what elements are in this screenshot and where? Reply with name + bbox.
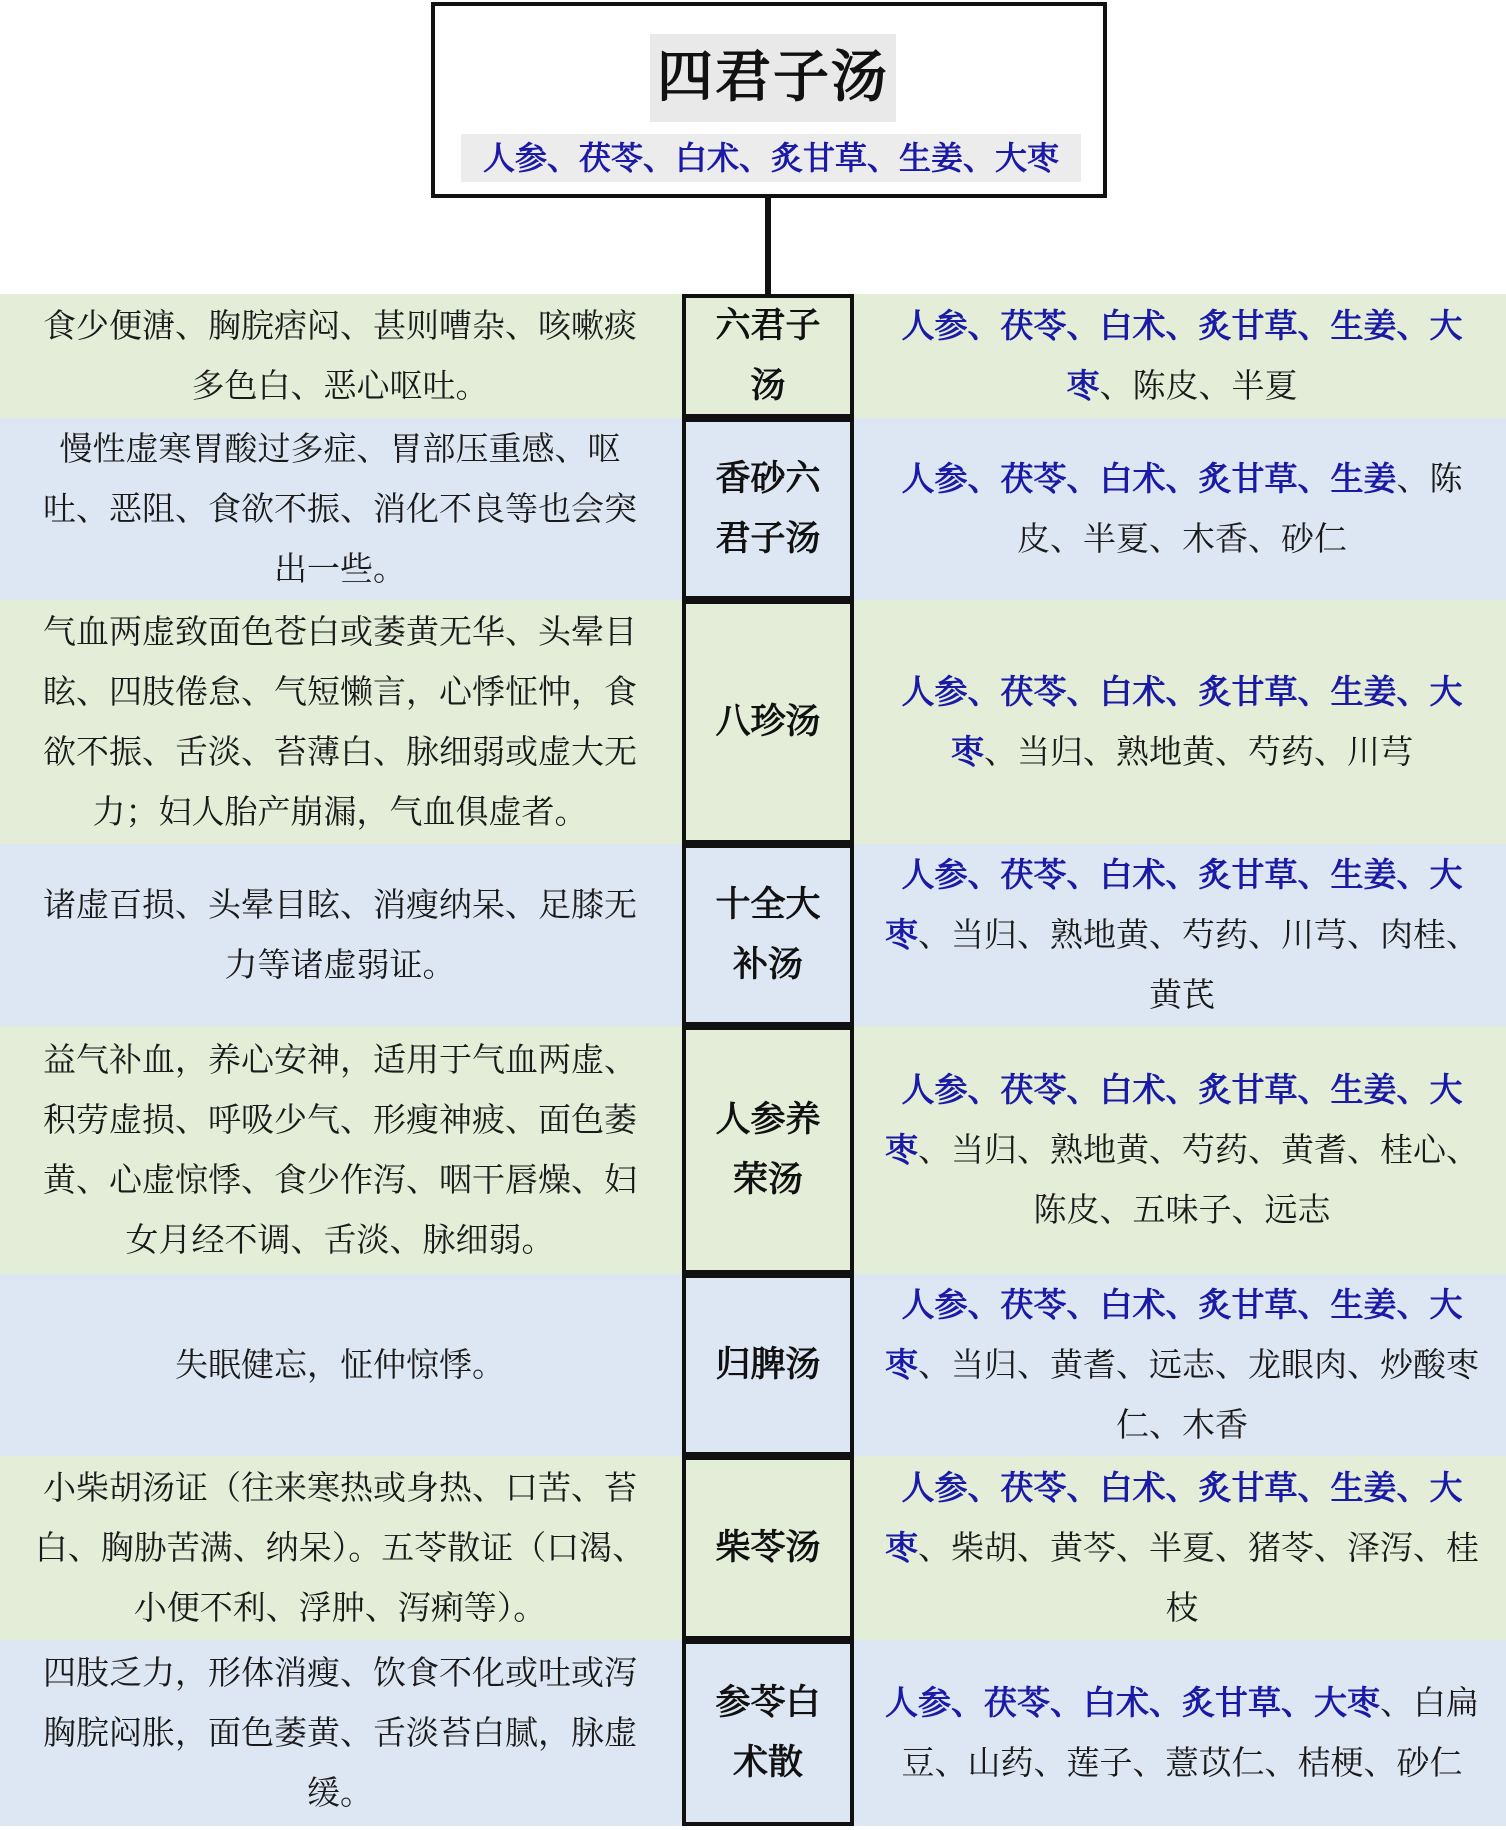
formula-name: 十全大补汤: [682, 844, 854, 1026]
formula-herbs: [858, 1026, 1506, 1274]
indication-text: 益气补血，养心安神，适用于气血两虚、积劳虚损、呼吸少气、形瘦神疲、面色萎黄、心虚惊悸、食少作泻、咽干唇燥、妇女月经不调、舌淡、脉细弱。: [43, 1040, 637, 1259]
indication-text: 气血两虚致面色苍白或萎黄无华、头晕目眩、四肢倦怠、气短懒言，心悸怔忡，食欲不振、舌淡、苔薄白、脉细弱或虚大无力；妇人胎产崩漏，气血俱虚者。: [43, 612, 637, 831]
added-herbs: 、柴胡、黄芩、半夏、猪苓、泽泻、桂枝: [918, 1528, 1479, 1627]
base-herbs: 人参、茯苓、白术、炙甘草、生姜、大枣: [885, 855, 1463, 954]
base-herbs: 人参、茯苓、白术、炙甘草、生姜: [901, 459, 1397, 498]
formula-row: [0, 600, 1506, 844]
formula-name: 人参养荣汤: [682, 1026, 854, 1274]
indication-text: 小柴胡汤证（往来寒热或身热、口苦、苔白、胸胁苦满、纳呆）。五苓散证（口渴、小便不利、浮肿、泻痢等）。: [34, 1468, 646, 1627]
formula-row: [0, 418, 1506, 600]
formula-herbs: [858, 600, 1506, 844]
formula-name: 参苓白术散: [682, 1640, 854, 1826]
base-herbs: 人参、茯苓、白术、炙甘草、生姜、大枣: [885, 1070, 1463, 1169]
formula-herbs: [858, 1640, 1506, 1826]
formula-row: [0, 1026, 1506, 1274]
formula-herbs: [858, 294, 1506, 418]
added-herbs: 、当归、熟地黄、芍药、川芎: [984, 732, 1413, 771]
root-formula-title: 四君子汤: [650, 34, 896, 122]
added-herbs: 、白扁豆、山药、莲子、薏苡仁、桔梗、砂仁: [901, 1683, 1479, 1782]
formula-row: [0, 844, 1506, 1026]
formula-herbs: [858, 418, 1506, 600]
formula-name: 八珍汤: [682, 600, 854, 844]
base-herbs: 人参、茯苓、白术、炙甘草、生姜、大枣: [901, 306, 1463, 405]
formula-name: 柴苓汤: [682, 1456, 854, 1640]
indication-text: 诸虚百损、头晕目眩、消瘦纳呆、足膝无力等诸虚弱证。: [43, 885, 637, 984]
base-herbs: 人参、茯苓、白术、炙甘草、生姜、大枣: [885, 1468, 1463, 1567]
added-herbs: 、陈皮、半夏: [1099, 366, 1298, 405]
indication-text: 食少便溏、胸脘痞闷、甚则嘈杂、咳嗽痰多色白、恶心呕吐。: [43, 306, 637, 405]
formula-herbs: [858, 844, 1506, 1026]
base-herbs: 人参、茯苓、白术、炙甘草、大枣: [885, 1683, 1380, 1722]
indication-text: 失眠健忘，怔仲惊悸。: [175, 1345, 505, 1384]
formula-herbs: [858, 1456, 1506, 1640]
formula-name: 归脾汤: [682, 1274, 854, 1456]
formula-row: [0, 294, 1506, 418]
formula-name: 香砂六君子汤: [682, 418, 854, 600]
added-herbs: 、当归、熟地黄、芍药、川芎、肉桂、黄芪: [918, 915, 1479, 1014]
formula-row: [0, 1456, 1506, 1640]
formula-herbs: [858, 1274, 1506, 1456]
indication-text: 四肢乏力，形体消瘦、饮食不化或吐或泻胸脘闷胀，面色萎黄、舌淡苔白腻，脉虚缓。: [43, 1653, 637, 1812]
formula-name: 六君子汤: [682, 294, 854, 418]
root-formula-herbs: 人参、茯苓、白术、炙甘草、生姜、大枣: [461, 134, 1081, 182]
base-herbs: 人参、茯苓、白术、炙甘草、生姜、大枣: [901, 672, 1463, 771]
indication-text: 慢性虚寒胃酸过多症、胃部压重感、呕吐、恶阻、食欲不振、消化不良等也会突出一些。: [43, 429, 637, 588]
root-formula-box: [431, 2, 1107, 198]
added-herbs: 、当归、黄耆、远志、龙眼肉、炒酸枣仁、木香: [918, 1345, 1479, 1444]
formula-row: [0, 1274, 1506, 1456]
formula-row: [0, 1640, 1506, 1826]
added-herbs: 、陈皮、半夏、木香、砂仁: [1017, 459, 1463, 558]
base-herbs: 人参、茯苓、白术、炙甘草、生姜、大枣: [885, 1285, 1463, 1384]
connector-line: [765, 198, 771, 294]
added-herbs: 、当归、熟地黄、芍药、黄耆、桂心、陈皮、五味子、远志: [918, 1130, 1479, 1229]
